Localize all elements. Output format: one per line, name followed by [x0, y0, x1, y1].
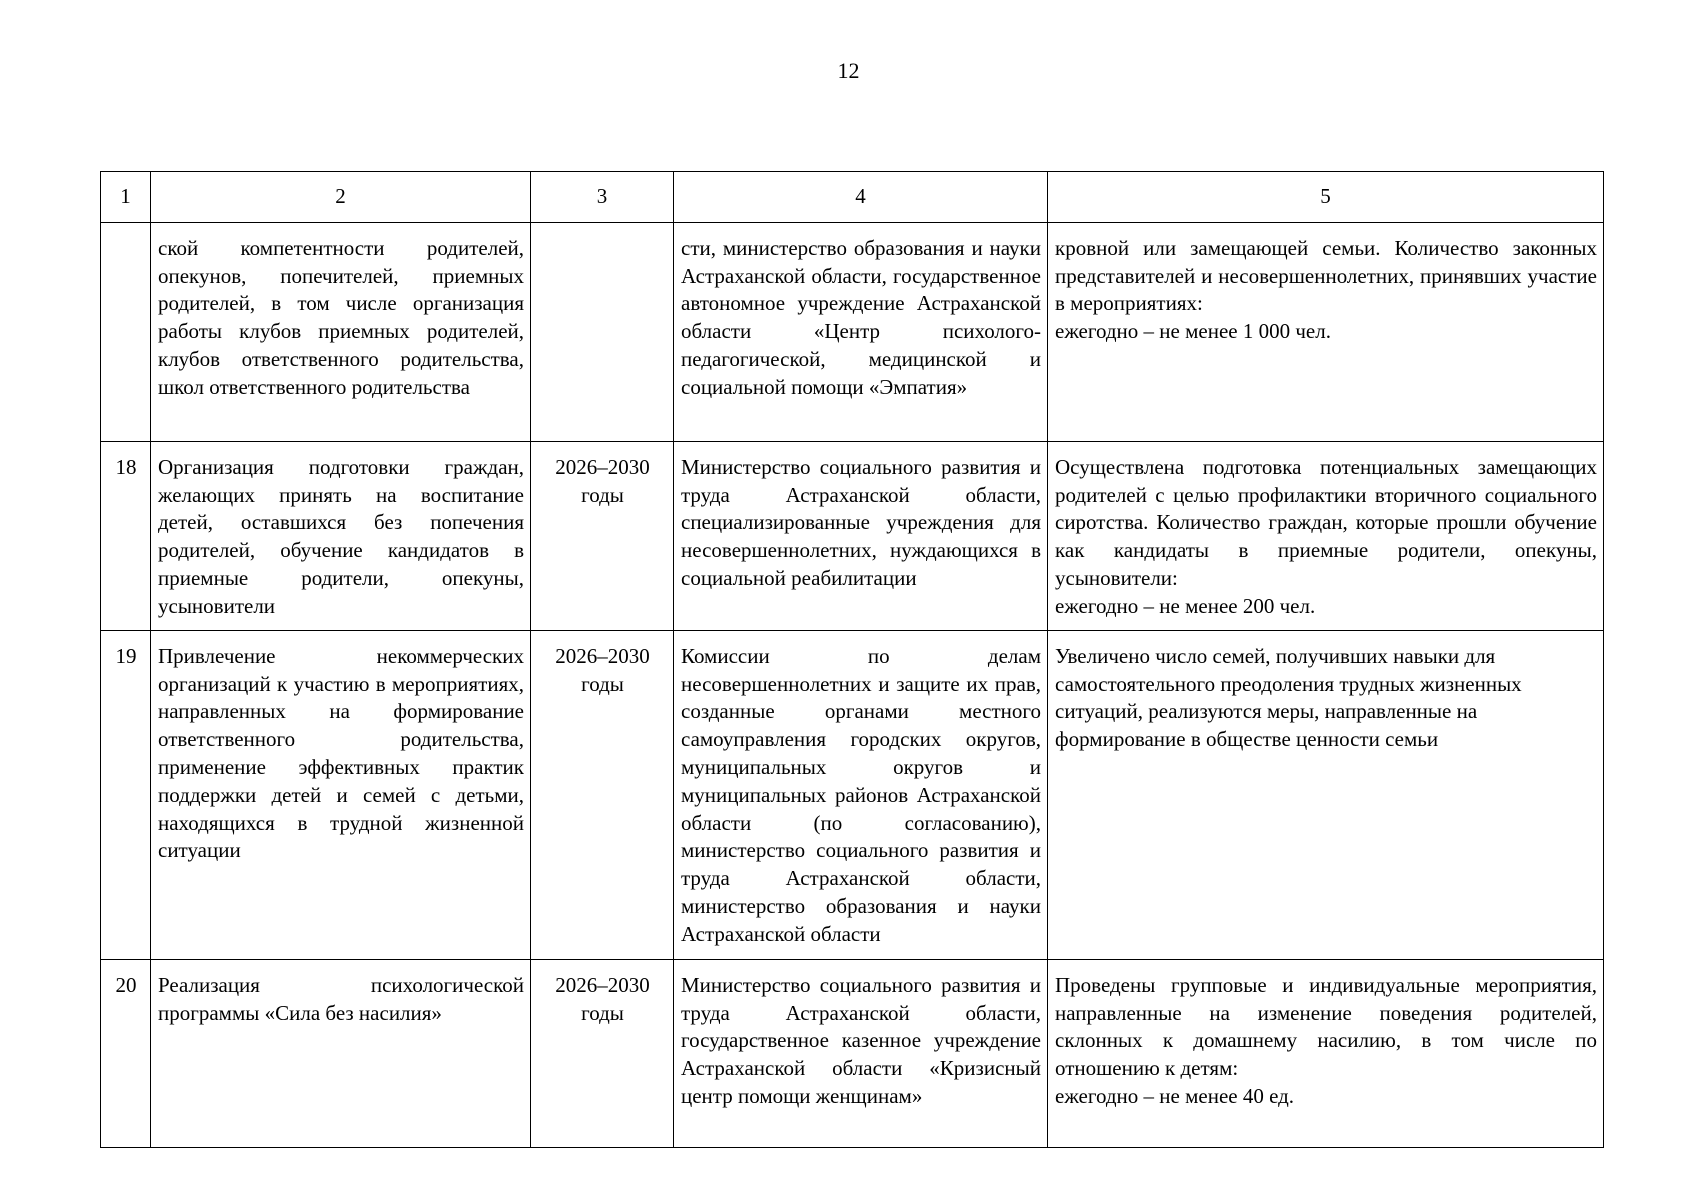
- measure-cell: Привлечение некоммерческих организаций к участию в мероприятиях, направленных на формирование ответственного родительства, применение эффективных практик поддержки детей и семей с детьми, находящихся в трудной жизненной ситуации: [151, 630, 531, 959]
- row-number: 19: [101, 630, 151, 959]
- measure-cell: Реализация психологической программы «Сила без насилия»: [151, 959, 531, 1147]
- result-text: Увеличено число семей, получивших навыки для самостоятельного преодоления трудных жизненных ситуаций, реализуются меры, направленные на формирование в обществе ценности семьи: [1055, 643, 1522, 752]
- result-text: кровной или замещающей семьи. Количество законных представителей и несовершеннолетних, принявших участие в мероприятиях:: [1055, 235, 1597, 316]
- executor-cell: Комиссии по делам несовершеннолетних и защите их прав, созданные органами местного самоуправления городских округов, муниципальных округов и муниципальных районов Астраханской области (по согласованию), министерство социального развития и труда Астраханской области, министерство образования и науки Астраханской области: [674, 630, 1048, 959]
- activities-table: [100, 171, 1604, 1148]
- measure-cell: Организация подготовки граждан, желающих принять на воспитание детей, оставшихся без попечения родителей, обучение кандидатов в приемные родители, опекуны, усыновители: [151, 441, 531, 630]
- table-row: [101, 222, 1604, 441]
- years-cell: 2026–2030 годы: [531, 441, 674, 630]
- result-cell: [1048, 630, 1604, 959]
- result-text: Осуществлена подготовка потенциальных замещающих родителей с целью профилактики вторичного социального сиротства. Количество граждан, которые прошли обучение как кандидаты в приемные родители, опекуны, усыновители:: [1055, 454, 1597, 590]
- row-number: 18: [101, 441, 151, 630]
- years-cell: [531, 222, 674, 441]
- column-header-1: 1: [101, 172, 151, 223]
- column-header-2: 2: [151, 172, 531, 223]
- result-target: ежегодно – не менее 1 000 чел.: [1055, 319, 1331, 344]
- years-cell: 2026–2030 годы: [531, 630, 674, 959]
- table-row: [101, 441, 1604, 630]
- column-header-5: 5: [1048, 172, 1604, 223]
- executor-cell: Министерство социального развития и труда Астраханской области, специализированные учреждения для несовершеннолетних, нуждающихся в социальной реабилитации: [674, 441, 1048, 630]
- executor-cell: сти, министерство образования и науки Астраханской области, государственное автономное учреждение Астраханской области «Центр психолого-педагогической, медицинской и социальной помощи «Эмпатия»: [674, 222, 1048, 441]
- row-number: 20: [101, 959, 151, 1147]
- result-cell: [1048, 959, 1604, 1147]
- column-header-4: 4: [674, 172, 1048, 223]
- result-target: ежегодно – не менее 200 чел.: [1055, 593, 1316, 618]
- row-number: [101, 222, 151, 441]
- years-cell: 2026–2030 годы: [531, 959, 674, 1147]
- table-header-row: [101, 172, 1604, 223]
- executor-cell: Министерство социального развития и труда Астраханской области, государственное казенное учреждение Астраханской области «Кризисный центр помощи женщинам»: [674, 959, 1048, 1147]
- result-text: Проведены групповые и индивидуальные мероприятия, направленные на изменение поведения родителей, склонных к домашнему насилию, в том числе по отношению к детям:: [1055, 972, 1597, 1081]
- page-number: 12: [837, 58, 860, 83]
- result-cell: [1048, 222, 1604, 441]
- table-row: [101, 630, 1604, 959]
- measure-cell: ской компетентности родителей, опекунов, попечителей, приемных родителей, в том числе организация работы клубов приемных родителей, клубов ответственного родительства, школ ответственного родительства: [151, 222, 531, 441]
- table-row: [101, 959, 1604, 1147]
- column-header-3: 3: [531, 172, 674, 223]
- result-target: ежегодно – не менее 40 ед.: [1055, 1083, 1295, 1108]
- result-cell: [1048, 441, 1604, 630]
